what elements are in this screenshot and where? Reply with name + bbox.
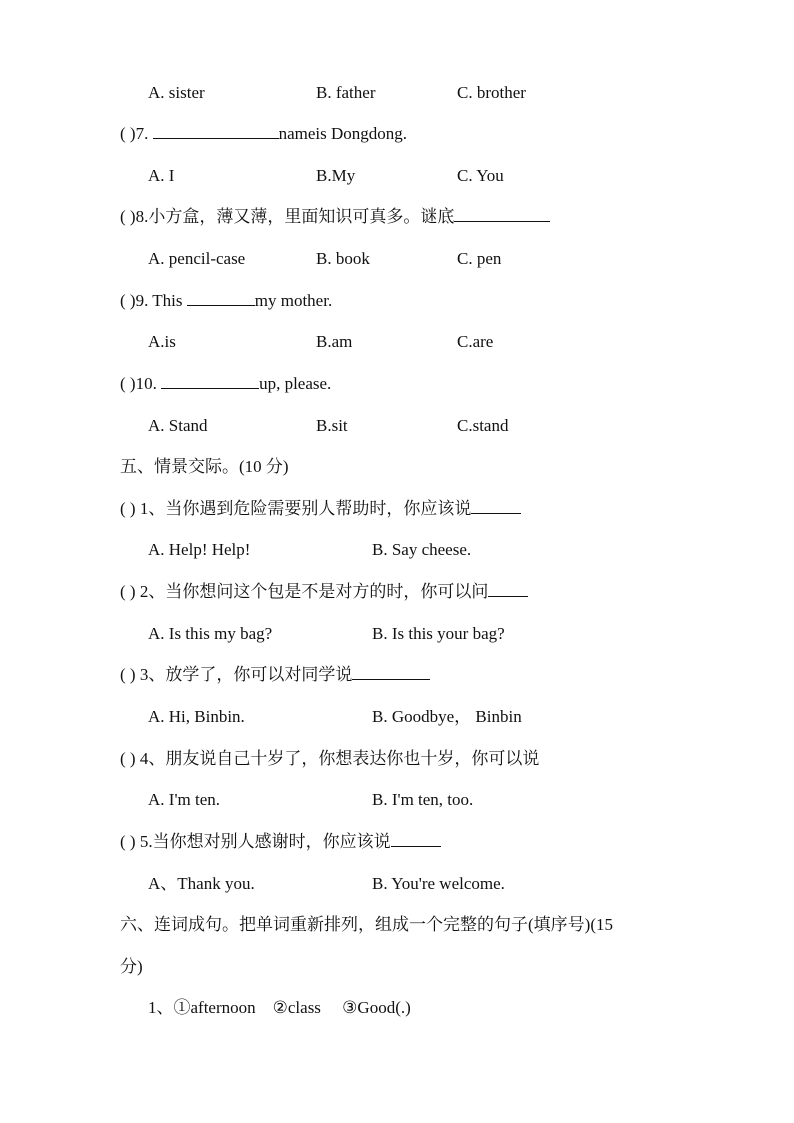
q7-prefix: ( )7. [120,124,153,143]
s5-question-2 [120,581,528,603]
s5-q5-text: ( ) 5.当你想对别人感谢时，你应该说 [120,832,391,851]
s5-q2-option-a: A. Is this my bag? [148,624,273,643]
q9-prefix: ( )9. This [120,291,187,310]
answer-blank [187,291,255,306]
q8-prefix: ( )8.小方盒，薄又薄，里面知识可真多。谜底 [120,207,455,226]
s5-q5-option-a: A、Thank you. [148,874,255,893]
q10-prefix: ( )10. [120,374,162,393]
s5-q1-text: ( ) 1、当你遇到危险需要别人帮助时，你应该说 [120,499,472,518]
q9-option-b: B.am [316,332,353,351]
section-6-title-cont: 分) [120,957,143,976]
s5-question-4 [120,748,539,770]
answer-blank [352,665,430,680]
q8-option-b: B. book [316,249,370,268]
q10-option-b: B.sit [316,416,348,435]
question-9 [120,290,332,312]
answer-blank [161,374,259,389]
q7-option-a: A. I [148,166,175,185]
s5-q2-text: ( ) 2、当你想问这个包是不是对方的时，你可以问 [120,582,489,601]
q10-option-a: A. Stand [148,416,208,435]
q9-suffix: my mother. [254,291,333,310]
s5-q4-text: ( ) 4、朋友说自己十岁了，你想表达你也十岁，你可以说 [120,749,540,768]
question-7 [120,123,407,145]
q6-option-b: B. father [316,83,376,102]
answer-blank [488,582,528,597]
q8-option-c: C. pen [457,249,502,268]
s5-q4-option-b: B. I'm ten, too. [372,790,474,809]
q8-option-a: A. pencil-case [148,249,246,268]
question-10 [120,373,331,395]
s5-q4-option-a: A. I'm ten. [148,790,220,809]
answer-blank [471,499,521,514]
section-6-title: 六、连词成句。把单词重新排列，组成一个完整的句子(填序号)(15 [120,915,613,934]
s6-question-1: 1、①afternoon ②class ③Good(.) [148,998,411,1017]
answer-blank [391,832,441,847]
q6-option-c: C. brother [457,83,526,102]
s5-q3-option-b: B. Goodbye， Binbin [372,707,522,726]
s5-q3-text: ( ) 3、放学了，你可以对同学说 [120,665,353,684]
q7-option-b: B.My [316,166,356,185]
question-8 [120,206,550,228]
s5-q5-option-b: B. You're welcome. [372,874,505,893]
s5-q1-option-b: B. Say cheese. [372,540,472,559]
q6-option-a: A. sister [148,83,205,102]
s5-question-3 [120,664,430,686]
answer-blank [454,207,550,222]
q7-suffix: nameis Dongdong. [278,124,408,143]
q7-option-c: C. You [457,166,504,185]
s5-question-5 [120,831,441,853]
q9-option-a: A.is [148,332,176,351]
s5-q1-option-a: A. Help! Help! [148,540,251,559]
q10-suffix: up, please. [259,374,332,393]
q10-option-c: C.stand [457,416,509,435]
s5-q2-option-b: B. Is this your bag? [372,624,505,643]
s5-q3-option-a: A. Hi, Binbin. [148,707,245,726]
q9-option-c: C.are [457,332,494,351]
section-5-title: 五、情景交际。(10 分) [120,457,289,476]
answer-blank [153,124,279,139]
s5-question-1 [120,498,521,520]
